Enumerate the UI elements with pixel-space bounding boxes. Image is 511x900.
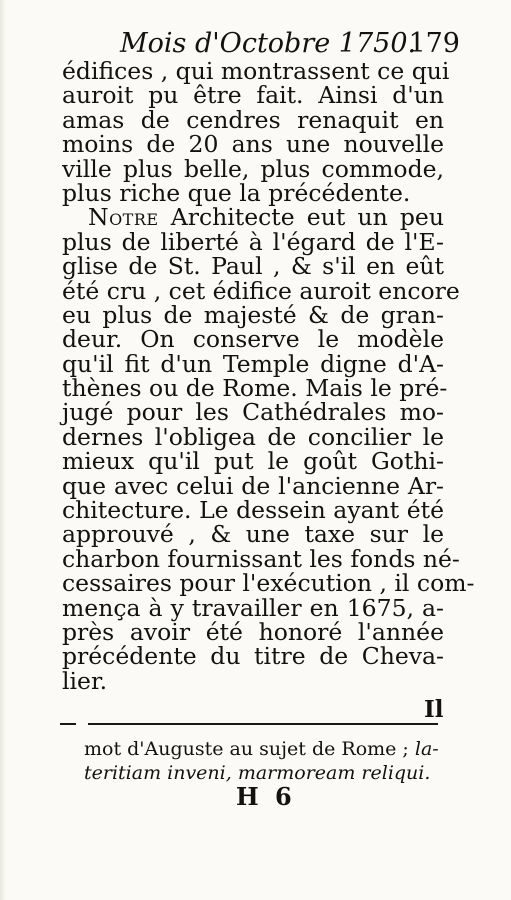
text-line: lier. [62,666,108,695]
page-gutter [0,0,6,900]
text-line: précédente du titre de Cheva- [62,642,444,671]
footnote-italic-text: la- [414,738,439,760]
running-title: Mois d'Octobre 1750. [120,28,417,59]
paragraph-lead-word: Notre [88,203,159,232]
text-line: près avoir été honoré l'année [62,617,444,646]
text-line: thènes ou de Rome. Mais le pré- [62,374,448,403]
text-line-rest: Architecte eut un peu [170,203,444,232]
text-line: que avec celui de l'ancienne Ar- [62,471,444,500]
text-line: deur. On conserve le modèle [62,325,444,354]
text-line: jugé pour les Cathédrales mo- [62,398,444,427]
footnote-rule [88,723,438,725]
text-line: plus riche que la précédente. [62,178,411,207]
text-line: eu plus de majesté & de gran- [62,300,444,329]
text-line: chitecture. Le dessein ayant été [62,496,444,525]
text-line: cessaires pour l'exécution , il com- [62,569,475,598]
running-header [120,28,460,58]
text-line: ville plus belle, plus commode, [62,154,444,183]
text-line: moins de 20 ans une nouvelle [62,130,444,159]
text-line: dernes l'obligea de concilier le [62,422,444,451]
footnote-line-1 [84,737,439,761]
footnote-roman-text: mot d'Auguste au sujet de Rome ; [84,738,409,760]
paragraph-start-line [62,203,444,232]
text-line: mieux qu'il put le goût Gothi- [62,447,444,476]
footnote [84,737,439,785]
text-line: approuvé , & une taxe sur le [62,520,444,549]
text-line: auroit pu être fait. Ainsi d'un [62,81,444,110]
catchword: Il [424,696,444,723]
text-line: mença à y travailler en 1675, a- [62,593,444,622]
text-line: amas de cendres renaquit en [62,105,444,134]
footnote-italic-text: teritiam inveni, marmoream reliqui. [84,762,431,784]
text-line: glise de St. Paul , & s'il en eût [62,252,444,281]
text-line: qu'il fit d'un Temple digne d'A- [62,349,444,378]
signature-mark: H 6 [236,782,296,811]
text-line: plus de liberté à l'égard de l'E- [62,227,444,256]
page-number: 179 [408,28,460,59]
text-line: charbon fournissant les fonds né- [62,544,460,573]
body-text [62,57,475,695]
text-line: été cru , cet édifice auroit encore [62,276,460,305]
text-line: édifices , qui montrassent ce qui [62,57,450,85]
